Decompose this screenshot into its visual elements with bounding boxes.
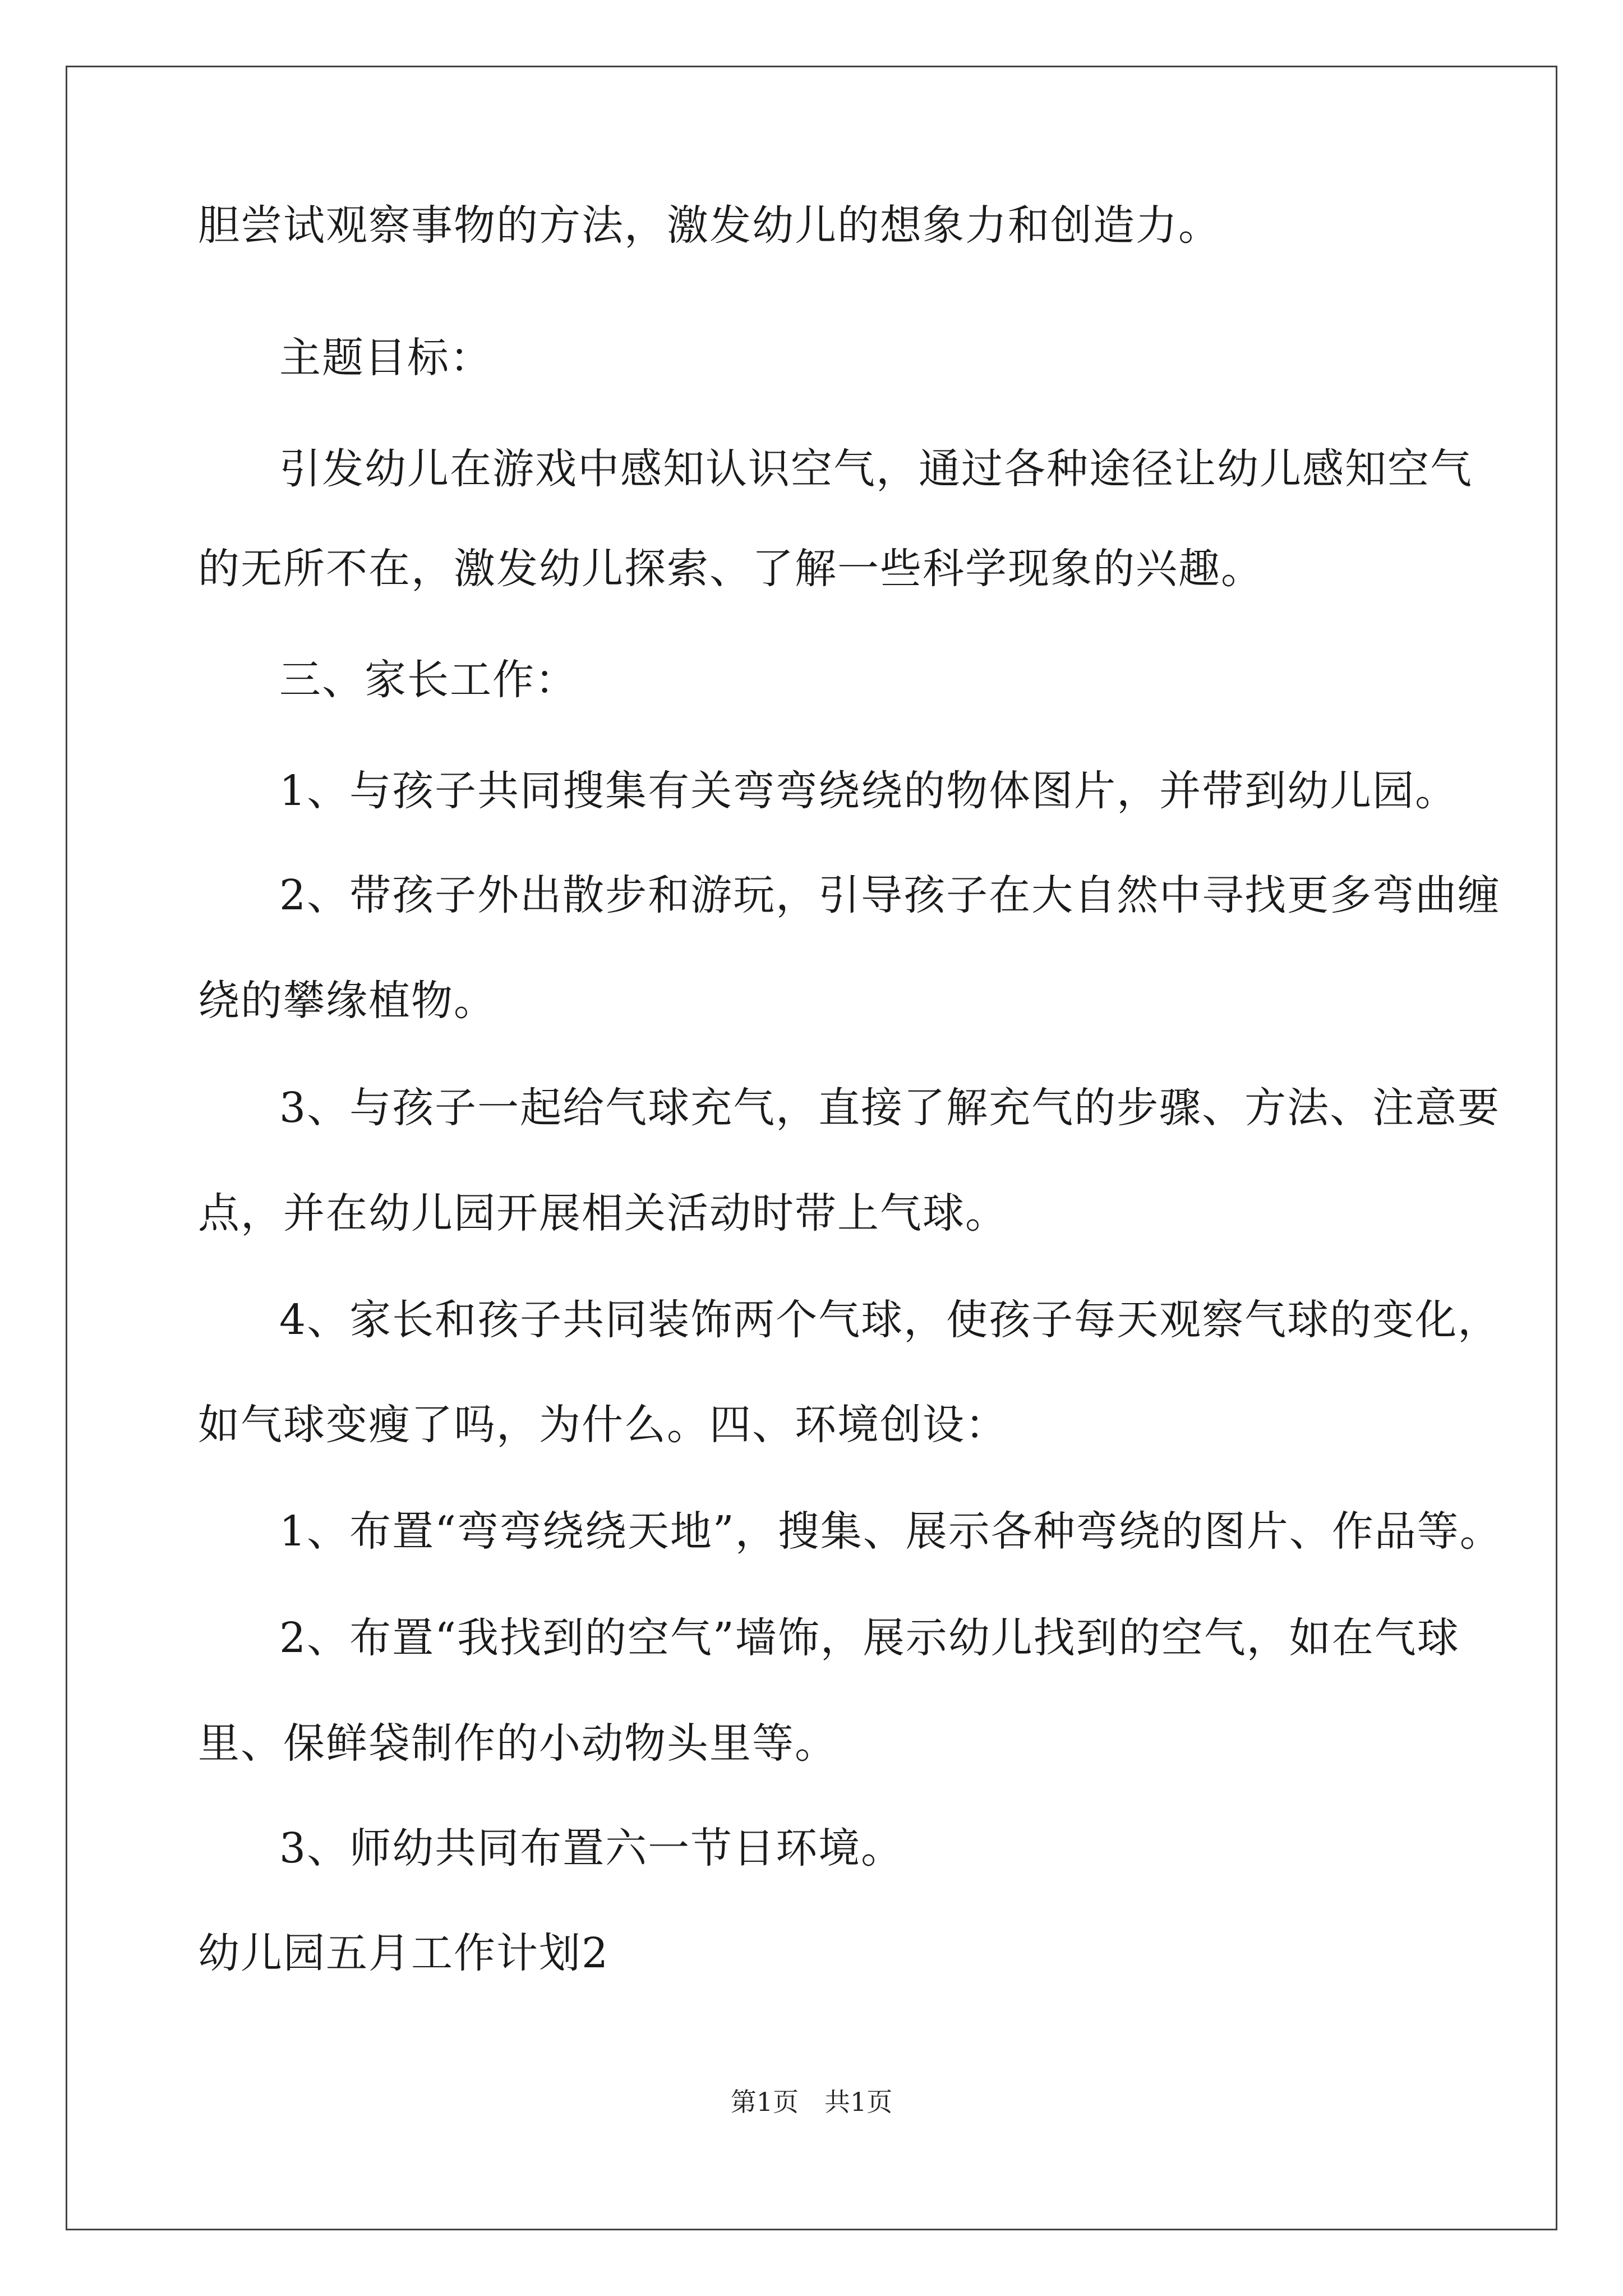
text-line: 3、师幼共同布置六一节日环境。	[279, 1824, 904, 1872]
text-line: 1、与孩子共同搜集有关弯弯绕绕的物体图片，并带到幼儿园。	[279, 767, 1458, 815]
text-line: 里、保鲜袋制作的小动物头里等。	[198, 1719, 837, 1768]
text-line: 绕的攀缘植物。	[198, 977, 496, 1025]
text-line: 3、与孩子一起给气球充气，直接了解充气的步骤、方法、注意要	[279, 1084, 1501, 1132]
text-line: 2、布置“我找到的空气”墙饰，展示幼儿找到的空气，如在气球	[279, 1614, 1460, 1662]
text-line: 1、布置“弯弯绕绕天地”，搜集、展示各种弯绕的图片、作品等。	[279, 1507, 1502, 1556]
page-number: 第1页 共1页	[730, 2087, 893, 2117]
text-line: 点，并在幼儿园开展相关活动时带上气球。	[198, 1189, 1008, 1237]
text-line: 4、家长和孩子共同装饰两个气球，使孩子每天观察气球的变化，	[279, 1296, 1501, 1344]
text-line: 如气球变瘦了吗，为什么。四、环境创设：	[198, 1401, 1008, 1449]
section-title: 幼儿园五月工作计划2	[198, 1929, 610, 1977]
page-border	[66, 66, 1557, 2230]
text-line: 胆尝试观察事物的方法，激发幼儿的想象力和创造力。	[198, 201, 1221, 250]
text-line: 2、带孩子外出散步和游玩，引导孩子在大自然中寻找更多弯曲缠	[279, 871, 1501, 919]
text-line: 三、家长工作：	[279, 656, 578, 704]
text-line: 的无所不在，激发幼儿探索、了解一些科学现象的兴趣。	[198, 545, 1264, 593]
text-line: 引发幼儿在游戏中感知认识空气，通过各种途径让幼儿感知空气	[279, 445, 1473, 493]
text-line: 主题目标：	[279, 334, 492, 382]
